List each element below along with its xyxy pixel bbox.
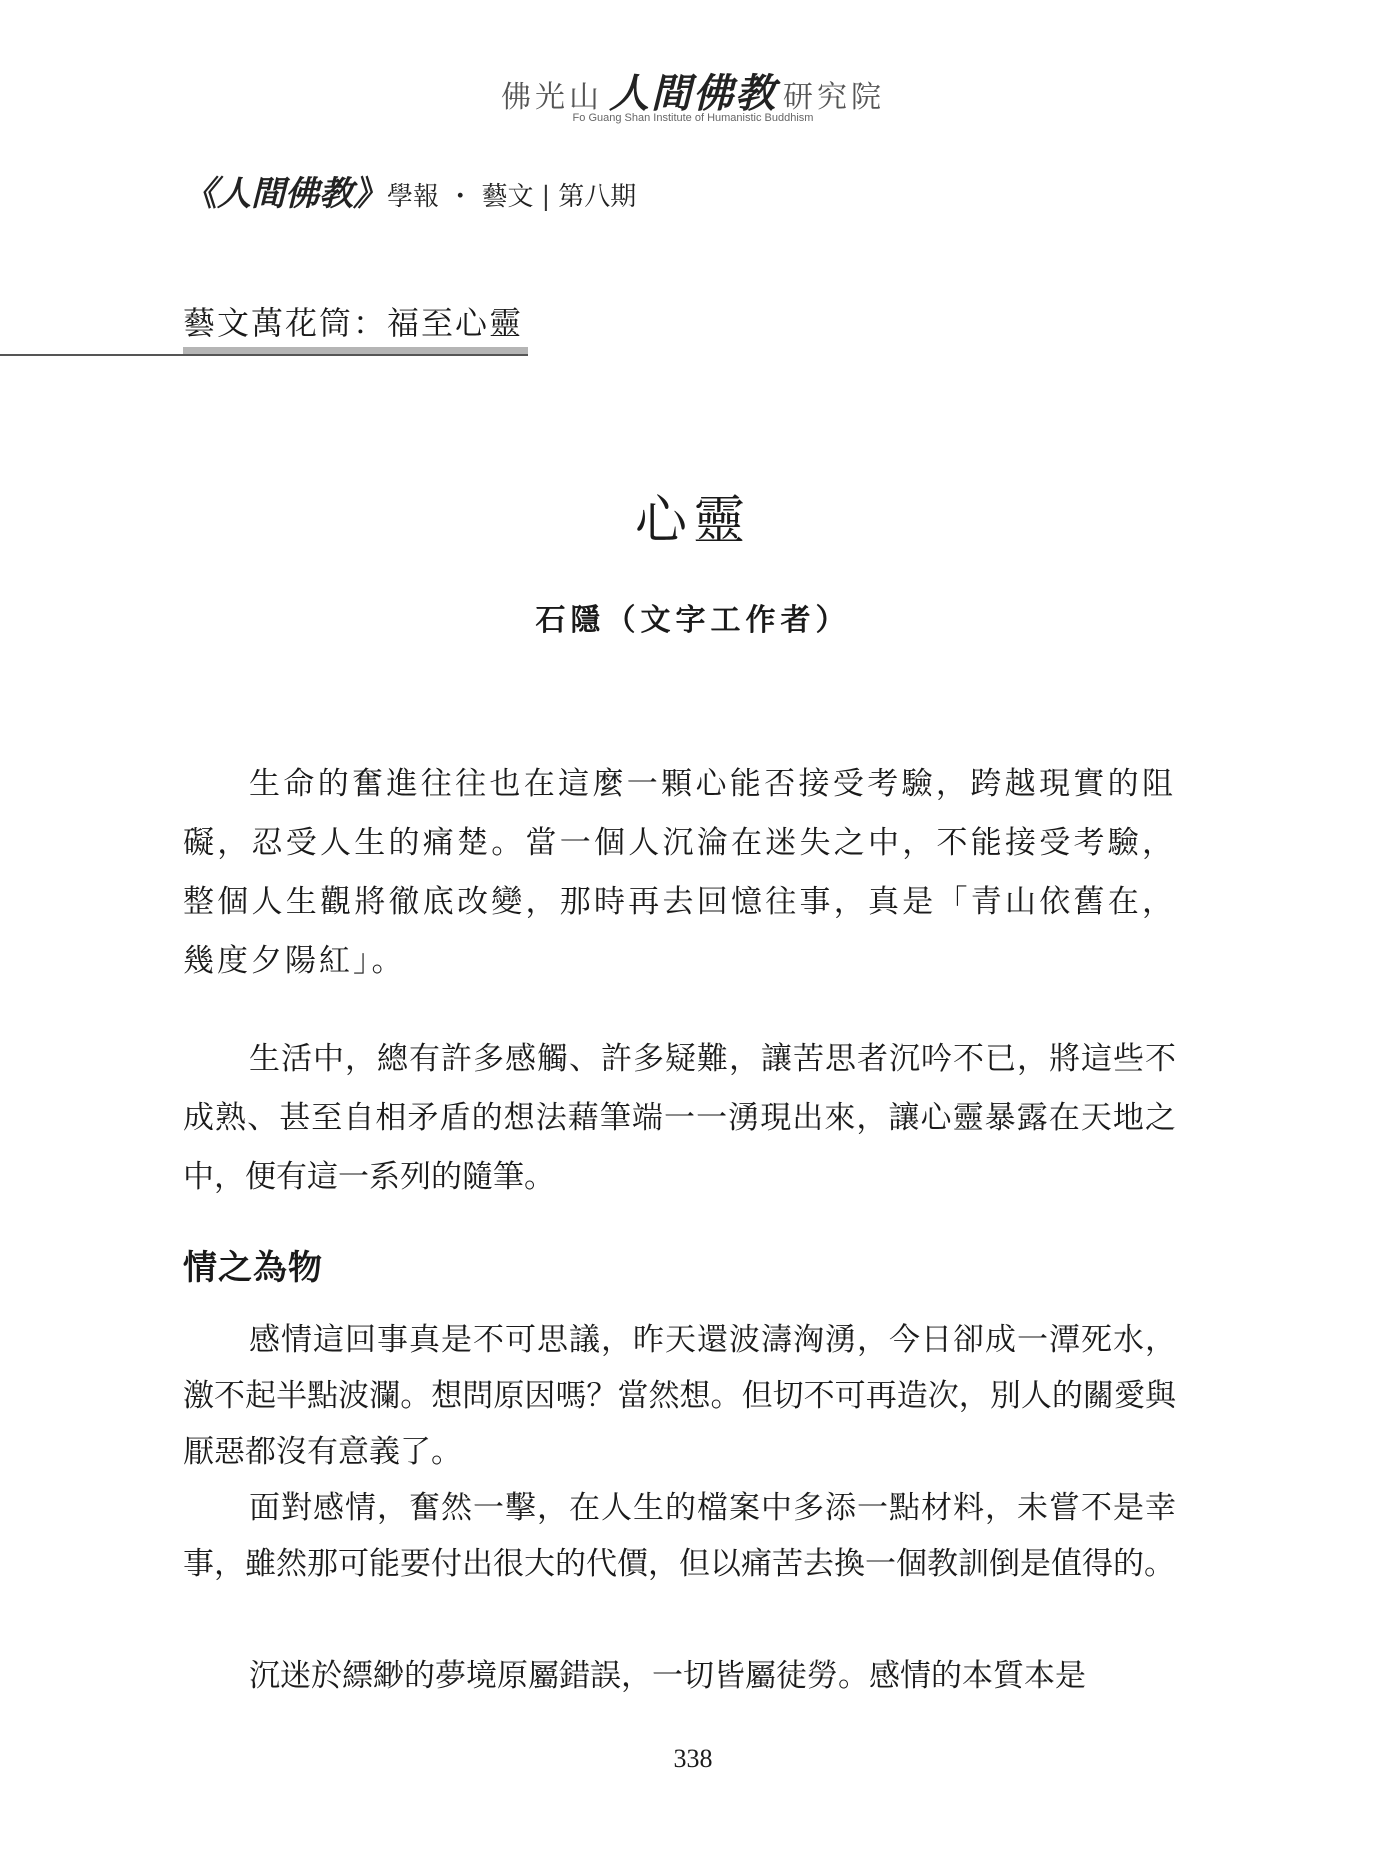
article-title: 心靈 <box>634 491 751 551</box>
article-author: 石隱（文字工作者） <box>535 603 851 638</box>
masthead-prefix: 佛光山 <box>501 80 603 115</box>
intro-paragraph: 生活中，總有許多感觸、許多疑難，讓苦思者沉吟不已，將這些不成熟、甚至自相矛盾的想法藉筆端一一湧現出來，讓心靈暴露在天地之中，便有這一系列的隨筆。 <box>183 1041 1176 1195</box>
page-number: 338 <box>673 1744 713 1773</box>
running-header-separator: | <box>541 182 551 212</box>
body-paragraph: 沉迷於縹緲的夢境原屬錯誤，一切皆屬徒勞。感情的本質本是 <box>249 1658 1086 1694</box>
body-paragraph: 感情這回事真是不可思議，昨天還波濤洶湧，今日卻成一潭死水，激不起半點波瀾。想問原因嗎？當然想。但切不可再造次，別人的關愛與厭惡都沒有意義了。 <box>183 1322 1176 1470</box>
section-label: 藝文萬花筒：福至心靈 <box>183 304 524 342</box>
masthead <box>0 62 1386 119</box>
section-label-rule <box>0 354 528 356</box>
section-heading: 情之為物 <box>183 1248 323 1288</box>
masthead-brand-logo: 人間佛教 <box>609 70 777 117</box>
running-header <box>183 166 636 215</box>
intro-paragraph: 生命的奮進往往也在這麼一顆心能否接受考驗，跨越現實的阻礙，忍受人生的痛楚。當一個人沉淪在迷失之中，不能接受考驗，整個人生觀將徹底改變，那時再去回憶往事，真是「青山依舊在，幾度夕陽紅」。 <box>183 766 1176 979</box>
masthead-suffix: 研究院 <box>783 80 885 115</box>
body-paragraph: 面對感情，奮然一擊，在人生的檔案中多添一點材料，未嘗不是幸事，雖然那可能要付出很大的代價，但以痛苦去換一個教訓倒是值得的。 <box>183 1490 1176 1582</box>
masthead-english: Fo Guang Shan Institute of Humanistic Buddhism <box>572 112 814 124</box>
issue-number: 第八期 <box>558 182 637 212</box>
journal-name: 《人間佛教》 <box>183 174 387 214</box>
running-header-label: 學報 ・ 藝文 <box>387 182 534 212</box>
